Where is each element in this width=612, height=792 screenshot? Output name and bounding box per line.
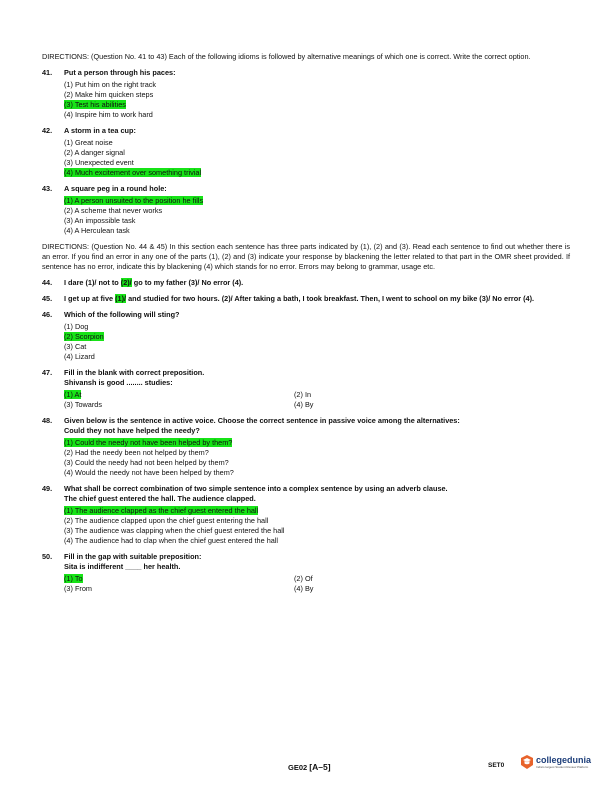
option-2: (2) Had the needy been not helped by them? (64, 448, 209, 457)
highlight-answer: (2)/ (120, 278, 132, 287)
question-text: Fill in the gap with suitable preposition: (64, 552, 202, 561)
directions-41-43: DIRECTIONS: (Question No. 41 to 43) Each of the following idioms is followed by alternative meanings of which one is correct. Write the correct option. (42, 52, 531, 61)
question-43 (42, 184, 570, 236)
question-number: 43. (42, 184, 53, 193)
question-text: A storm in a tea cup: (64, 126, 136, 135)
option-2: (2) A danger signal (64, 148, 125, 157)
option-4: (4) Would the needy not have been helped by them? (64, 468, 234, 477)
set-label: SET0 (488, 762, 505, 769)
question-page (42, 52, 570, 600)
question-text: Put a person through his paces: (64, 68, 176, 77)
question-subtext: Sita is indifferent ____ her health. (64, 562, 181, 571)
option-2: (2) Make him quicken steps (64, 90, 154, 99)
option-4: (4) By (294, 400, 314, 409)
option-4-correct: (4) Much excitement over something trivial (64, 168, 202, 177)
option-3: (3) The audience was clapping when the chief guest entered the hall (64, 526, 285, 535)
option-3: (3) Unexpected event (64, 158, 134, 167)
option-3: (3) Towards (64, 400, 102, 409)
option-4: (4) The audience had to clap when the chief guest entered the hall (64, 536, 279, 545)
question-text: What shall be correct combination of two simple sentence into a complex sentence by using an adverb clause. (64, 484, 448, 493)
question-number: 41. (42, 68, 53, 77)
option-3: (3) From (64, 584, 92, 593)
option-1-correct: (1) A person unsuited to the position he fills (64, 196, 204, 205)
option-1-correct: (1) Could the needy not have been helped by them? (64, 438, 233, 447)
question-number: 50. (42, 552, 53, 561)
question-number: 46. (42, 310, 53, 319)
option-2: (2) A scheme that never works (64, 206, 163, 215)
option-3: (3) Could the needy had not been helped by them? (64, 458, 229, 467)
option-3-correct: (3) Test his abilities (64, 100, 126, 109)
question-subtext: Shivansh is good ........ studies: (64, 378, 173, 387)
question-text: I dare (1)/ not to (2)/ go to my father (3)/ No error (4). (64, 278, 244, 287)
option-4: (4) A Herculean task (64, 226, 130, 235)
option-1-correct: (1) The audience clapped as the chief guest entered the hall (64, 506, 259, 515)
question-42 (42, 126, 570, 178)
option-4: (4) By (294, 584, 314, 593)
option-2: (2) In (294, 390, 312, 399)
question-number: 47. (42, 368, 53, 377)
option-2-correct: (2) Scorpion (64, 332, 104, 341)
question-50 (42, 552, 570, 594)
question-subtext: Could they not have helped the needy? (64, 426, 200, 435)
question-41 (42, 68, 570, 120)
question-47 (42, 368, 570, 410)
question-number: 48. (42, 416, 53, 425)
question-subtext: The chief guest entered the hall. The audience clapped. (64, 494, 256, 503)
option-4: (4) Lizard (64, 352, 95, 361)
question-number: 44. (42, 278, 53, 287)
question-46 (42, 310, 570, 362)
question-48 (42, 416, 570, 478)
question-49 (42, 484, 570, 546)
option-3: (3) Cat (64, 342, 87, 351)
question-44 (42, 278, 570, 288)
question-text: Fill in the blank with correct preposition. (64, 368, 205, 377)
option-3: (3) An impossible task (64, 216, 136, 225)
graduation-cap-icon (520, 754, 534, 770)
highlight-answer: (1)/ (115, 294, 127, 303)
option-4: (4) Inspire him to work hard (64, 110, 153, 119)
collegedunia-logo: collegedunia India's largest Student Review Platform (520, 754, 591, 770)
option-2: (2) The audience clapped upon the chief guest entering the hall (64, 516, 269, 525)
option-1-correct: (1) To (64, 574, 83, 583)
question-text: Given below is the sentence in active voice. Choose the correct sentence in passive voice among the alternatives: (64, 416, 460, 425)
option-1: (1) Put him on the right track (64, 80, 157, 89)
directions-44-45: DIRECTIONS: (Question No. 44 & 45) In this section each sentence has three parts indicated by (1), (2) and (3). Read each sentence to find out whether there is an error. If you find an error in any one of the parts (1), (2) and (3) indicate your response by blackening the letter related to that part in the OMR sheet provided. If sentence has no error, indicate this by blackening (4) which stands for no error. Errors may belong to grammar, usage etc. (42, 242, 570, 271)
question-text: A square peg in a round hole: (64, 184, 167, 193)
option-1: (1) Dog (64, 322, 89, 331)
question-text: Which of the following will sting? (64, 310, 180, 319)
question-number: 45. (42, 294, 53, 303)
question-number: 49. (42, 484, 53, 493)
page-code: GE02 [A–5] (288, 762, 331, 772)
option-1-correct: (1) At (64, 390, 82, 399)
question-text: I get up at five (1)/ and studied for two hours. (2)/ After taking a bath, I took breakfast. Then, I went to school on my bike (3)/ No error (4). (64, 294, 535, 303)
question-45 (42, 294, 570, 304)
option-2: (2) Of (294, 574, 313, 583)
option-1: (1) Great noise (64, 138, 113, 147)
question-number: 42. (42, 126, 53, 135)
